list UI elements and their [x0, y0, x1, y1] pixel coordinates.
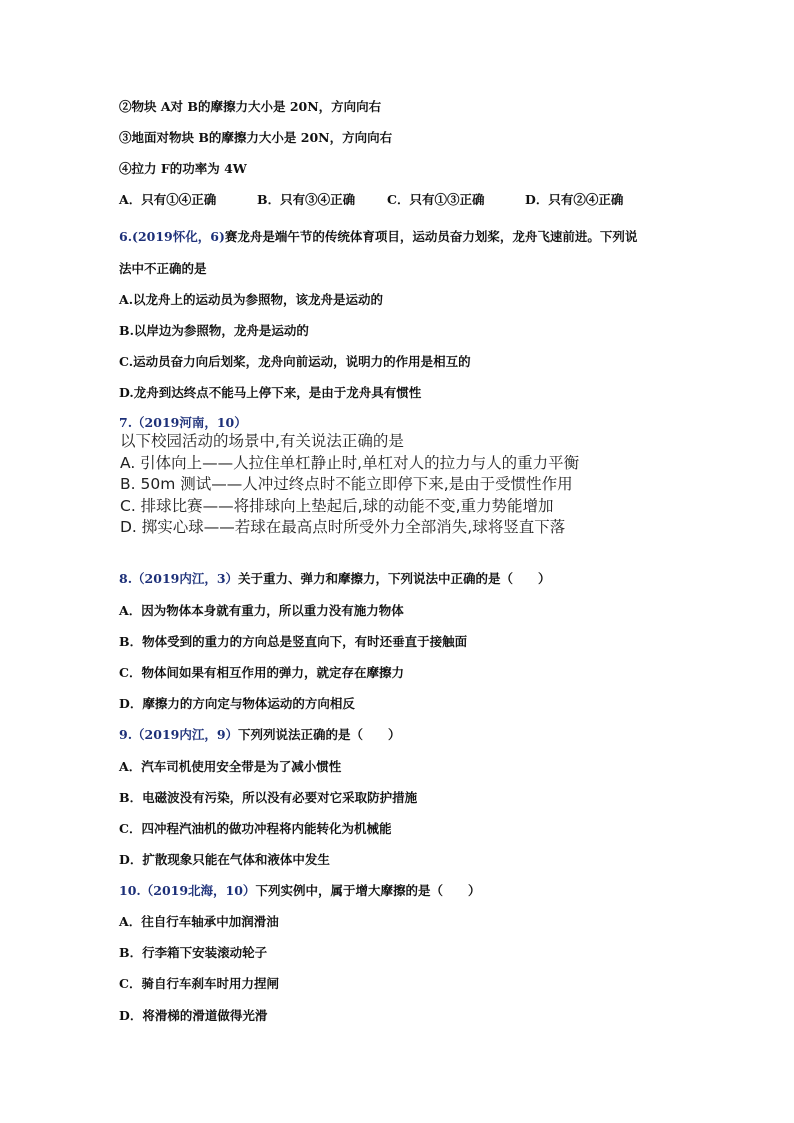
q7-option-a: A. 引体向上——人拉住单杠静止时,单杠对人的拉力与人的重力平衡: [120, 453, 580, 472]
q10-option-a: A．往自行车轴承中加润滑油: [119, 914, 279, 929]
q6-stem-line-2: 法中不正确的是: [119, 261, 207, 276]
q5-statement-2: ②物块 A对 B的摩擦力大小是 20N，方向向右: [119, 99, 382, 114]
q9-stem: 下列列说法正确的是（ ）: [238, 727, 401, 742]
q7-option-c: C. 排球比赛——将排球向上垫起后,球的动能不变,重力势能增加: [120, 496, 554, 515]
q5-options: [119, 192, 623, 208]
q6-option-c: C.运动员奋力向后划桨，龙舟向前运动，说明力的作用是相互的: [119, 354, 471, 369]
q10-option-c: C．骑自行车刹车时用力捏闸: [119, 976, 279, 991]
q5-option-c: C．只有①③正确: [387, 192, 485, 207]
q7-option-d: D. 掷实心球——若球在最高点时所受外力全部消失,球将竖直下落: [120, 518, 566, 536]
q8-option-b: B．物体受到的重力的方向总是竖直向下，有时还垂直于接触面: [119, 634, 468, 649]
q7-option-b: B. 50m 测试——人冲过终点时不能立即停下来,是由于受惯性作用: [120, 475, 573, 493]
q10-option-d: D．将滑梯的滑道做得光滑: [119, 1008, 268, 1023]
q5-option-b: B．只有③④正确: [257, 192, 356, 207]
q9-option-a: A．汽车司机使用安全带是为了减小惯性: [119, 759, 342, 774]
q6-source: 6.(2019怀化，6): [119, 229, 225, 244]
q8-stem: 关于重力、弹力和摩擦力，下列说法中正确的是（ ）: [238, 571, 551, 586]
q9-option-b: B．电磁波没有污染，所以没有必要对它采取防护措施: [119, 790, 418, 805]
q6-option-b: B.以岸边为参照物，龙舟是运动的: [119, 323, 309, 338]
q10-stem-line: [119, 883, 480, 899]
q6-stem-line-1: [119, 229, 637, 245]
q10-stem: 下列实例中，属于增大摩擦的是（ ）: [255, 883, 481, 898]
q7-embedded-question: [119, 431, 619, 539]
q5-option-d: D．只有②④正确: [525, 192, 624, 207]
q5-option-a: A．只有①④正确: [119, 192, 217, 207]
q10-option-b: B．行李箱下安装滚动轮子: [119, 945, 268, 960]
q5-statement-4: ④拉力 F的功率为 4W: [119, 161, 247, 176]
q9-source: 9.（2019内江，9）: [119, 727, 239, 742]
q7-stem: 以下校园活动的场景中,有关说法正确的是: [120, 432, 404, 450]
q7-source: 7.（2019河南，10）: [119, 415, 247, 430]
q8-stem-line: [119, 571, 551, 587]
q8-option-d: D．摩擦力的方向定与物体运动的方向相反: [119, 696, 355, 711]
q6-stem: 赛龙舟是端午节的传统体育项目，运动员奋力划桨，龙舟飞速前进。下列说: [224, 229, 638, 244]
q6-option-d: D.龙舟到达终点不能马上停下来，是由于龙舟具有惯性: [119, 385, 422, 400]
q9-stem-line: [119, 727, 401, 743]
q9-option-d: D．扩散现象只能在气体和液体中发生: [119, 852, 330, 867]
q5-statement-3: ③地面对物块 B的摩擦力大小是 20N，方向向右: [119, 130, 393, 145]
q8-option-c: C．物体间如果有相互作用的弹力，就定存在摩擦力: [119, 665, 404, 680]
q6-option-a: A.以龙舟上的运动员为参照物，该龙舟是运动的: [119, 292, 384, 307]
q9-option-c: C．四冲程汽油机的做功冲程将内能转化为机械能: [119, 821, 392, 836]
q8-source: 8.（2019内江，3）: [119, 571, 239, 586]
q10-source: 10.（2019北海，10）: [119, 883, 256, 898]
q8-option-a: A．因为物体本身就有重力，所以重力没有施力物体: [119, 603, 404, 618]
